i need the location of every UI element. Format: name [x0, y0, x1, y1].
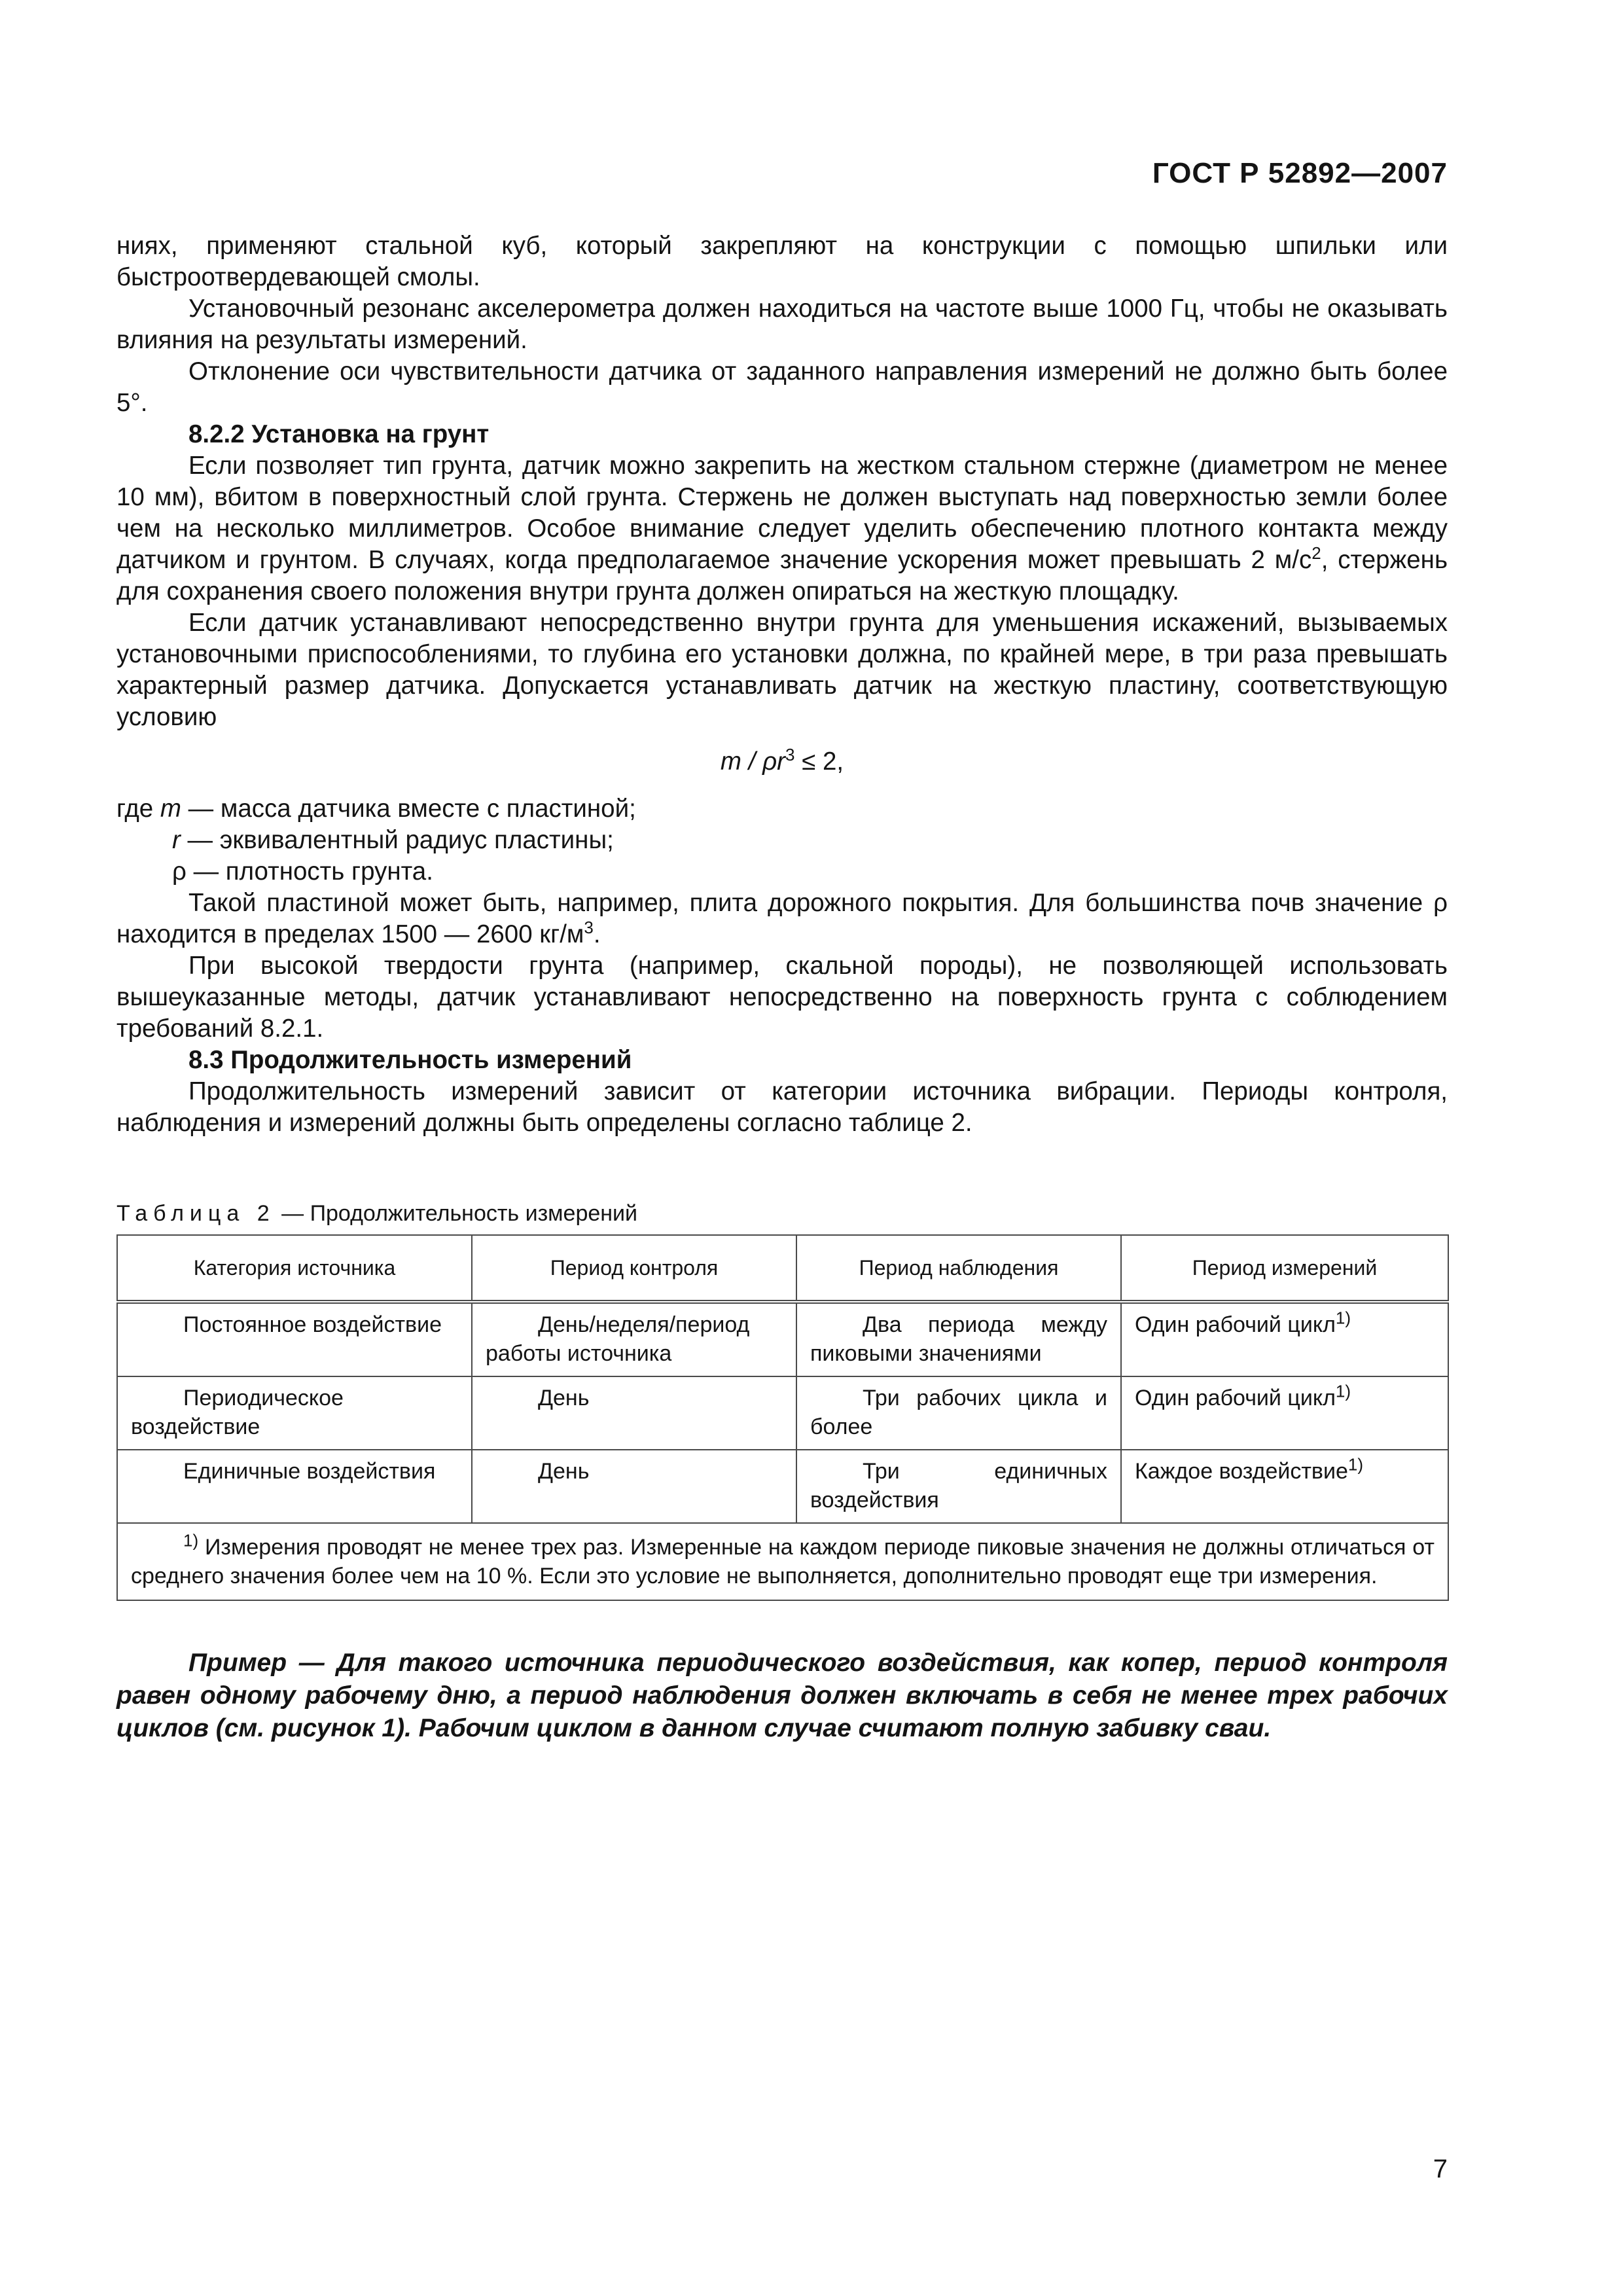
document-body: [116, 230, 1448, 1745]
legend-symbol: r: [172, 826, 181, 854]
cell-text: Постоянное воздействие: [183, 1312, 442, 1337]
table-header-cell: Период контроля: [472, 1235, 796, 1302]
cell-text: Три рабочих цикла и более: [810, 1386, 1107, 1439]
footnote-mark: 1): [183, 1530, 199, 1551]
table-row: [117, 1302, 1448, 1376]
footnote-body: [131, 1530, 1435, 1590]
table-cell: [1121, 1450, 1448, 1523]
text-run: , стержень для сохранения своего положения внутри грунта должен опираться на жесткую площадку.: [116, 546, 1448, 605]
example-note: Пример — Для такого источника периодического воздействия, как копер, период контроля равен одному рабочему дню, а период наблюдения должен включать в себя не менее трех рабочих циклов (см. рисунок 1). Рабочим циклом в данном случае считают полную забивку сваи.: [116, 1649, 1448, 1742]
table-caption-text: — Продолжительность измерений: [275, 1201, 638, 1226]
cell-text: День/неделя/период работы источника: [486, 1312, 750, 1366]
paragraph: Отклонение оси чувствительности датчика от заданного направления измерений не должно быть более 5°.: [116, 357, 1448, 417]
formula: [116, 746, 1448, 778]
table-cell: [796, 1302, 1121, 1376]
text-run: Такой пластиной может быть, например, плита дорожного покрытия. Для большинства почв значение ρ находится в пределах 1500 — 2600 кг/м: [116, 889, 1448, 948]
footnote-text: Измерения проводят не менее трех раз. Измеренные на каждом периоде пиковые значения не должны отличаться от среднего значения более чем на 10 %. Если это условие не выполняется, дополнительно проводят еще три измерения.: [131, 1535, 1435, 1588]
table-row: [117, 1450, 1448, 1523]
paragraph: [116, 888, 1448, 950]
superscript: 3: [584, 918, 594, 938]
table-caption: [116, 1199, 1448, 1228]
table-cell: [117, 1376, 472, 1450]
legend-symbol: ρ: [172, 857, 187, 886]
table-footnote-row: [117, 1523, 1448, 1600]
text-run: Если позволяет тип грунта, датчик можно закрепить на жестком стальном стержне (диаметром не менее 10 мм), вбитом в поверхностный слой грунта. Стержень не должен выступать над поверхностью земли более чем на несколько миллиметров. Особое внимание следует уделить обеспечению плотного контакта между датчиком и грунтом. В случаях, когда предполагаемое значение ускорения может превышать 2 м/с: [116, 452, 1448, 574]
table-cell: [472, 1302, 796, 1376]
legend-prefix: где: [116, 795, 160, 823]
cell-text: Один рабочий цикл: [1135, 1312, 1336, 1337]
superscript: 2: [1311, 543, 1321, 564]
footnote-ref: 1): [1335, 1308, 1351, 1328]
table-cell: [472, 1376, 796, 1450]
legend-symbol: m: [160, 795, 181, 823]
footnote-ref: 1): [1347, 1454, 1364, 1475]
document-code: ГОСТ Р 52892—2007: [1152, 157, 1448, 189]
table-cell: [1121, 1302, 1448, 1376]
table-header-cell: Категория источника: [117, 1235, 472, 1302]
paragraph: [116, 450, 1448, 607]
formula-right: ≤ 2,: [794, 747, 844, 776]
paragraph: Если датчик устанавливают непосредственно внутри грунта для уменьшения искажений, вызываемых установочными приспособлениями, то глубина его установки должна, по крайней мере, в три раза превышать характерный размер датчика. Допускается устанавливать датчик на жесткую пластину, соответствующую условию: [116, 609, 1448, 731]
table-caption-label: Таблица 2: [116, 1201, 276, 1226]
paragraph: При высокой твердости грунта (например, скальной породы), не позволяющей использовать вышеуказанные методы, датчик устанавливают непосредственно на поверхность грунта с соблюдением требований 8.2.1.: [116, 952, 1448, 1043]
table-cell: [117, 1302, 472, 1376]
paragraph: Продолжительность измерений зависит от категории источника вибрации. Периоды контроля, наблюдения и измерений должны быть определены согласно таблице 2.: [116, 1077, 1448, 1137]
legend-item: [116, 793, 1448, 825]
section-heading-8-3: 8.3 Продолжительность измерений: [188, 1046, 632, 1074]
cell-text: День: [538, 1459, 590, 1484]
table-cell: [796, 1376, 1121, 1450]
formula-exponent: 3: [785, 745, 795, 765]
formula-left: m / ρr: [720, 747, 785, 776]
legend-text: — масса датчика вместе с пластиной;: [181, 795, 636, 823]
footnote-ref: 1): [1335, 1381, 1351, 1401]
table-header-cell: Период наблюдения: [796, 1235, 1121, 1302]
table-header-cell: Период измерений: [1121, 1235, 1448, 1302]
table-cell: [1121, 1376, 1448, 1450]
legend-text: — эквивалентный радиус пластины;: [180, 826, 614, 854]
paragraph: Установочный резонанс акселерометра должен находиться на частоте выше 1000 Гц, чтобы не оказывать влияния на результаты измерений.: [116, 295, 1448, 354]
cell-text: Два периода между пиковыми значениями: [810, 1312, 1107, 1366]
cell-text: Периодическое воздействие: [131, 1386, 344, 1439]
page-number: 7: [1433, 2155, 1448, 2183]
table-header-row: [117, 1235, 1448, 1302]
cell-text: Один рабочий цикл: [1135, 1386, 1336, 1410]
text-run: .: [593, 920, 601, 948]
legend-item: [116, 856, 1448, 888]
table-row: [117, 1376, 1448, 1450]
cell-text: Каждое воздействие: [1135, 1459, 1348, 1484]
duration-table: [116, 1234, 1449, 1601]
legend-item: [116, 825, 1448, 856]
cell-text: День: [538, 1386, 590, 1410]
table-cell: [796, 1450, 1121, 1523]
cell-text: Три единичных воздействия: [810, 1459, 1107, 1513]
paragraph: ниях, применяют стальной куб, который закрепляют на конструкции с помощью шпильки или быстроотвердевающей смолы.: [116, 232, 1448, 291]
formula-legend: [116, 793, 1448, 888]
table-footnote: [117, 1523, 1448, 1600]
cell-text: Единичные воздействия: [183, 1459, 436, 1484]
section-heading-8-2-2: 8.2.2 Установка на грунт: [188, 420, 490, 448]
table-cell: [472, 1450, 796, 1523]
table-cell: [117, 1450, 472, 1523]
legend-text: — плотность грунта.: [186, 857, 433, 886]
